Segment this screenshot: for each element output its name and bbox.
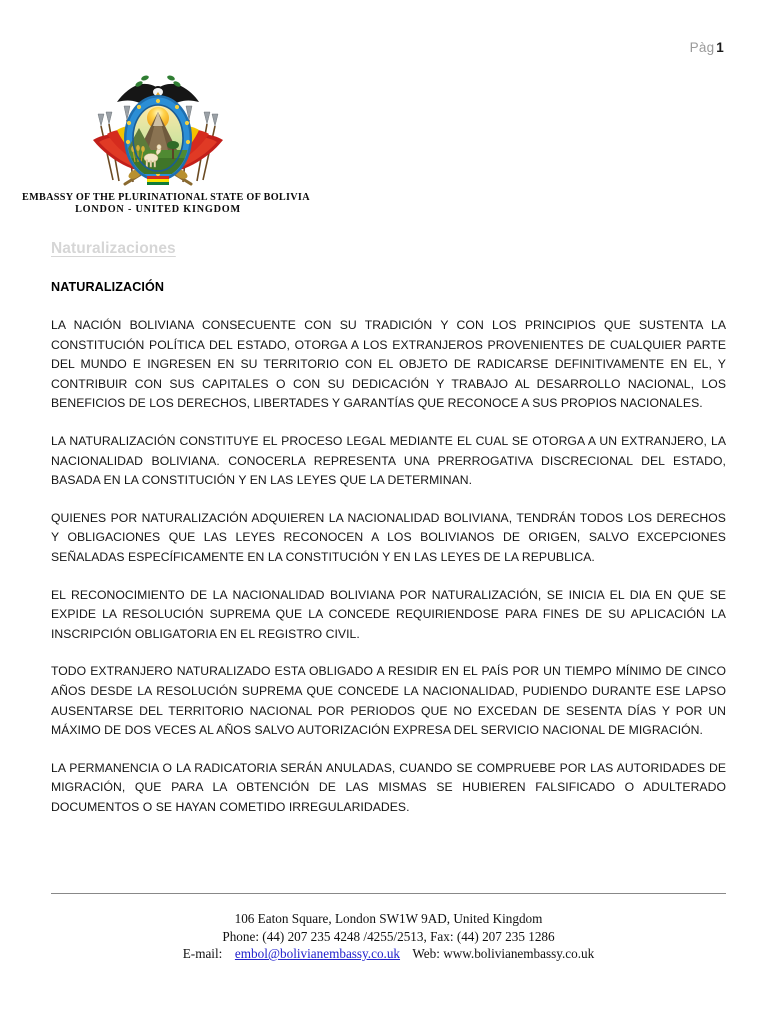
page-title: NATURALIZACIÓN [51, 280, 165, 294]
bolivia-coat-of-arms-icon [73, 62, 243, 190]
emblem-wrap [73, 62, 243, 190]
paragraph: LA PERMANENCIA O LA RADICATORIA SERÁN ANULADAS, CUANDO SE COMPRUEBE POR LAS AUTORIDADES DE MIGRACIÓN, QUE PARA LA OBTENCIÓN DE LAS MISMAS SE HUBIEREN FALSIFICADO O ADULTERADO DOCUMENTOS O SE HAYAN COMETIDO IRREGULARIDADES. [51, 760, 726, 814]
letterhead-line-1: EMBASSY OF THE PLURINATIONAL STATE OF BOLIVIA [22, 192, 310, 203]
footer-email-label: E-mail: [182, 946, 223, 961]
document-footer [51, 893, 726, 963]
document-content [51, 240, 726, 817]
section-link-naturalizaciones[interactable]: Naturalizaciones [51, 240, 176, 257]
page-number-value: 1 [716, 40, 724, 55]
page-number [690, 40, 724, 55]
footer-web-value: www.bolivianembassy.co.uk [443, 946, 595, 961]
footer-contact [51, 945, 726, 963]
letterhead-line-2: LONDON - UNITED KINGDOM [75, 204, 241, 215]
footer-phone: Phone: (44) 207 235 4248 /4255/2513, Fax: (44) 207 235 1286 [222, 928, 555, 944]
footer-address: 106 Eaton Square, London SW1W 9AD, United Kingdom [234, 911, 543, 926]
paragraph: LA NATURALIZACIÓN CONSTITUYE EL PROCESO LEGAL MEDIANTE EL CUAL SE OTORGA A UN EXTRANJERO, LA NACIONALIDAD BOLIVIANA. CONOCERLA REPRESENTA UNA PRERROGATIVA DISCRECIONAL DEL ESTADO, BASADA EN LA CONSTITUCIÓN Y EN LAS LEYES QUE LA DETERMINAN. [51, 433, 726, 488]
footer-web-label: Web: [412, 946, 440, 961]
footer-email-link[interactable]: embol@bolivianembassy.co.uk [234, 946, 401, 961]
page-number-label: Pàg [689, 40, 715, 55]
footer-divider [51, 893, 726, 894]
paragraph: LA NACIÓN BOLIVIANA CONSECUENTE CON SU TRADICIÓN Y CON LOS PRINCIPIOS QUE SUSTENTA LA CONSTITUCIÓN POLÍTICA DEL ESTADO, OTORGA A LOS EXTRANJEROS PROVENIENTES DE CUALQUIER PARTE DEL MUNDO E INGRESEN EN SU TERRITORIO CON EL OBJETO DE RADICARSE DEFINITIVAMENTE EN EL, Y CONTRIBUIR CON SUS CAPITALES O CON SU DEDICACIÓN Y TRABAJO AL DESARROLLO NACIONAL, LOS BENEFICIOS DE LOS DERECHOS, LIBERTADES Y GARANTÍAS QUE RECONOCE A SUS PROPIOS NACIONALES. [51, 318, 726, 411]
paragraph: QUIENES POR NATURALIZACIÓN ADQUIEREN LA NACIONALIDAD BOLIVIANA, TENDRÁN TODOS LOS DERECHOS Y OBLIGACIONES QUE LAS LEYES RECONOCEN A LOS BOLIVIANOS DE ORIGEN, SALVO EXCEPCIONES SEÑALADAS ESPECÍFICAMENTE EN LA CONSTITUCIÓN Y EN LAS LEYES DE LA REPUBLICA. [51, 510, 726, 564]
paragraph: EL RECONOCIMIENTO DE LA NACIONALIDAD BOLIVIANA POR NATURALIZACIÓN, SE INICIA EL DIA EN QUE SE EXPIDE LA RESOLUCIÓN SUPREMA QUE LA CONCEDE REQUIRIENDOSE PARA FINES DE SU APLICACIÓN LA INSCRIPCIÓN OBLIGATORIA EN EL REGISTRO CIVIL. [51, 587, 726, 641]
letterhead [22, 62, 310, 215]
paragraph: TODO EXTRANJERO NATURALIZADO ESTA OBLIGADO A RESIDIR EN EL PAÍS POR UN TIEMPO MÍNIMO DE CINCO AÑOS DESDE LA RESOLUCIÓN SUPREMA QUE CONCEDE LA NACIONALIDAD, PUDIENDO DURANTE ESE LAPSO AUSENTARSE DEL TERRITORIO NACIONAL POR PERIODOS QUE NO EXCEDAN DE SESENTA DÍAS Y POR UN MÁXIMO DE DOS VECES AL AÑOS SALVO AUTORIZACIÓN EXPRESA DEL SERVICIO NACIONAL DE MIGRACIÓN. [51, 664, 726, 738]
